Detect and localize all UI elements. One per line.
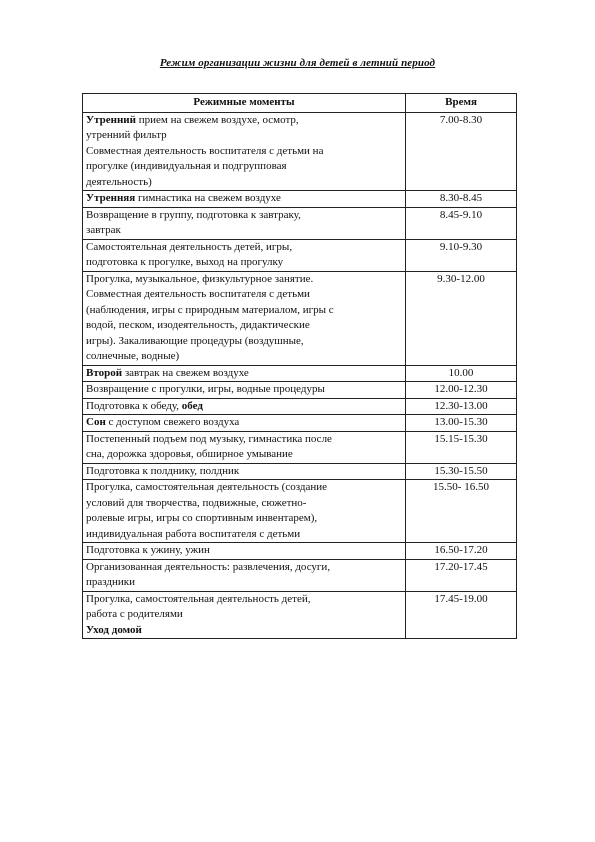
moment-text: с доступом свежего воздуха bbox=[105, 416, 240, 428]
moment-line bbox=[86, 447, 402, 463]
table-row bbox=[83, 112, 517, 191]
moment-text: Подготовка к обеду, bbox=[86, 399, 182, 412]
cell-moment bbox=[83, 207, 406, 239]
moment-line bbox=[86, 128, 402, 144]
moment-text-bold: обед bbox=[181, 399, 203, 412]
moment-line bbox=[86, 255, 402, 271]
moment-text-bold: Утренняя bbox=[86, 192, 136, 204]
moment-line bbox=[86, 175, 402, 191]
moment-text: Самостоятельная деятельность детей, игры, bbox=[86, 240, 293, 253]
moment-line bbox=[86, 543, 402, 559]
header-moments: Режимные моменты bbox=[83, 94, 406, 113]
moment-text: Подготовка к ужину, ужин bbox=[86, 544, 210, 556]
cell-moment bbox=[83, 480, 406, 543]
cell-moment bbox=[83, 191, 406, 208]
moment-text: утренний фильтр bbox=[86, 129, 167, 141]
cell-moment bbox=[83, 382, 406, 399]
cell-time: 16.50-17.20 bbox=[406, 543, 517, 560]
moment-text: условий для творчества, подвижные, сюжетно- bbox=[86, 496, 307, 509]
moment-line bbox=[86, 480, 402, 496]
table-row bbox=[83, 271, 517, 365]
moment-line bbox=[86, 366, 402, 382]
document-title: Режим организации жизни для детей в летний период bbox=[159, 57, 436, 69]
cell-time: 17.20-17.45 bbox=[406, 559, 517, 591]
table-row bbox=[83, 591, 517, 639]
cell-moment bbox=[83, 559, 406, 591]
moment-text: Прогулка, самостоятельная деятельность (создание bbox=[86, 481, 328, 493]
moment-text: прием на свежем воздухе, осмотр, bbox=[135, 113, 299, 126]
moment-text: подготовка к прогулке, выход на прогулку bbox=[86, 256, 284, 268]
moment-text: прогулке (индивидуальная и подгрупповая bbox=[86, 160, 287, 172]
moment-text: водой, песком, изодеятельность, дидактические bbox=[86, 319, 310, 331]
moment-line bbox=[86, 208, 402, 224]
cell-moment bbox=[83, 591, 406, 639]
cell-time: 7.00-8.30 bbox=[406, 112, 517, 191]
cell-time: 12.00-12.30 bbox=[406, 382, 517, 399]
moment-text: Организованная деятельность: развлечения, досуги, bbox=[86, 560, 331, 573]
moment-text: солнечные, водные) bbox=[86, 350, 180, 362]
cell-time: 15.30-15.50 bbox=[406, 463, 517, 480]
moment-line bbox=[86, 191, 402, 207]
table-row bbox=[83, 415, 517, 432]
moment-line bbox=[86, 382, 402, 398]
table-body bbox=[83, 112, 517, 639]
moment-text: Подготовка к полднику, полдник bbox=[86, 464, 240, 477]
moment-text: праздники bbox=[86, 576, 136, 588]
cell-time: 15.50- 16.50 bbox=[406, 480, 517, 543]
moment-text: деятельность) bbox=[86, 175, 152, 188]
table-row bbox=[83, 207, 517, 239]
table-row bbox=[83, 543, 517, 560]
cell-time: 15.15-15.30 bbox=[406, 431, 517, 463]
moment-text-bold: Сон bbox=[86, 416, 106, 428]
cell-moment bbox=[83, 431, 406, 463]
moment-line bbox=[86, 349, 402, 365]
moment-line bbox=[86, 318, 402, 334]
moment-text: завтрак на свежем воздухе bbox=[122, 366, 249, 379]
moment-line bbox=[86, 432, 402, 448]
moment-line bbox=[86, 399, 402, 415]
moment-line bbox=[86, 560, 402, 576]
schedule-table bbox=[82, 93, 517, 639]
cell-time: 17.45-19.00 bbox=[406, 591, 517, 639]
moment-line bbox=[86, 511, 402, 527]
moment-text: Возвращение с прогулки, игры, водные процедуры bbox=[86, 383, 325, 395]
cell-moment bbox=[83, 112, 406, 191]
table-row bbox=[83, 463, 517, 480]
moment-line bbox=[86, 223, 402, 239]
table-row bbox=[83, 365, 517, 382]
moment-line bbox=[86, 464, 402, 480]
moment-text: Постепенный подъем под музыку, гимнастика после bbox=[86, 432, 332, 445]
moment-line bbox=[86, 415, 402, 431]
cell-moment bbox=[83, 239, 406, 271]
moment-line bbox=[86, 334, 402, 350]
moment-line bbox=[86, 113, 402, 129]
moment-line bbox=[86, 240, 402, 256]
moment-text-bold: Утренний bbox=[86, 113, 136, 126]
moment-line bbox=[86, 496, 402, 512]
moment-text: Совместная деятельность воспитателя с детьми на bbox=[86, 144, 324, 157]
cell-time: 10.00 bbox=[406, 365, 517, 382]
cell-moment bbox=[83, 463, 406, 480]
moment-text: Возвращение в группу, подготовка к завтраку, bbox=[86, 208, 301, 221]
moment-line bbox=[86, 144, 402, 160]
moment-line bbox=[86, 592, 402, 608]
cell-time: 8.45-9.10 bbox=[406, 207, 517, 239]
moment-line bbox=[86, 159, 402, 175]
table-row bbox=[83, 480, 517, 543]
moment-text-bold: Второй bbox=[86, 366, 123, 379]
moment-text: завтрак bbox=[86, 224, 121, 236]
cell-moment bbox=[83, 271, 406, 365]
table-header-row bbox=[83, 94, 517, 113]
table-row bbox=[83, 431, 517, 463]
moment-text: ролевые игры, игры со спортивным инвентарем), bbox=[86, 512, 318, 524]
moment-text-bold: Уход домой bbox=[86, 623, 142, 636]
moment-line bbox=[86, 607, 402, 623]
moment-line bbox=[86, 623, 402, 639]
moment-text: сна, дорожка здоровья, обширное умывание bbox=[86, 448, 293, 460]
moment-text: (наблюдения, игры с природным материалом, игры с bbox=[86, 303, 334, 316]
moment-text: Совместная деятельность воспитателя с детьми bbox=[86, 288, 310, 300]
moment-text: игры). Закаливающие процедуры (воздушные, bbox=[86, 334, 304, 347]
moment-line bbox=[86, 287, 402, 303]
table-row bbox=[83, 382, 517, 399]
cell-time: 9.30-12.00 bbox=[406, 271, 517, 365]
moment-text: индивидуальная работа воспитателя с детьми bbox=[86, 527, 301, 540]
table-row bbox=[83, 398, 517, 415]
cell-time: 9.10-9.30 bbox=[406, 239, 517, 271]
cell-moment bbox=[83, 543, 406, 560]
cell-time: 13.00-15.30 bbox=[406, 415, 517, 432]
table-row bbox=[83, 191, 517, 208]
cell-time: 8.30-8.45 bbox=[406, 191, 517, 208]
moment-line bbox=[86, 575, 402, 591]
cell-moment bbox=[83, 398, 406, 415]
table-row bbox=[83, 559, 517, 591]
cell-moment bbox=[83, 365, 406, 382]
moment-line bbox=[86, 272, 402, 288]
header-time: Время bbox=[406, 94, 517, 113]
moment-line bbox=[86, 303, 402, 319]
cell-time: 12.30-13.00 bbox=[406, 398, 517, 415]
moment-text: гимнастика на свежем воздухе bbox=[135, 192, 281, 204]
table-row bbox=[83, 239, 517, 271]
moment-text: Прогулка, самостоятельная деятельность детей, bbox=[86, 592, 311, 605]
moment-line bbox=[86, 527, 402, 543]
moment-text: Прогулка, музыкальное, физкультурное занятие. bbox=[86, 272, 314, 285]
cell-moment bbox=[83, 415, 406, 432]
moment-text: работа с родителями bbox=[86, 608, 183, 620]
